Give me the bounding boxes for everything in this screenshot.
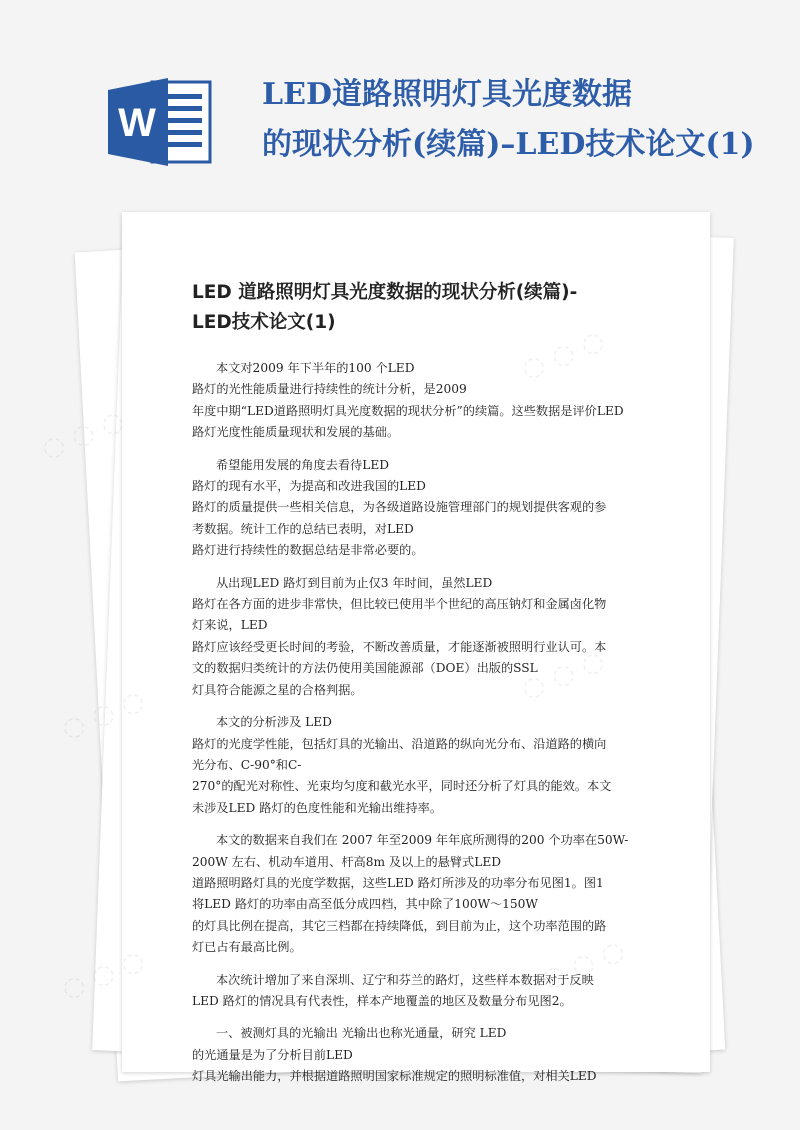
paragraph-line: 从出现LED 路灯到目前为止仅3 年时间，虽然LED bbox=[216, 575, 493, 590]
document-title-line-2: LED技术论文(1) bbox=[192, 312, 336, 333]
paragraph-line: 本文的数据来自我们在 2007 年至2009 年年底所测得的200 个功率在50W- bbox=[216, 833, 629, 848]
paragraph-line: 希望能用发展的角度去看待LED bbox=[216, 457, 390, 472]
watermark-pattern: ◌ ◌ ◌ bbox=[37, 404, 129, 466]
paragraph-line: 年度中期“LED道路照明灯具光度数据的现状分析”的续篇。这些数据是评价LED bbox=[192, 403, 624, 418]
paragraph-line: 本次统计增加了来自深圳、辽宁和芬兰的路灯，这些样本数据对于反映 bbox=[216, 972, 594, 987]
paragraph-line: 灯来说，LED bbox=[192, 618, 268, 633]
document-page bbox=[122, 212, 710, 1084]
paragraph-line: 路灯光度性能质量现状和发展的基础。 bbox=[192, 425, 400, 440]
paragraph-line: LED 路灯的情况具有代表性，样本产地覆盖的地区及数量分布见图2。 bbox=[192, 993, 572, 1008]
paragraph-line: 灯具符合能源之星的合格判据。 bbox=[192, 682, 363, 697]
paragraph-line: 路灯的现有水平，为提高和改进我国的LED bbox=[192, 479, 426, 494]
svg-text:W: W bbox=[118, 101, 156, 145]
paragraph-line: 路灯的质量提供一些相关信息，为各级道路设施管理部门的规划提供客观的参 bbox=[192, 500, 607, 515]
paragraph bbox=[192, 712, 632, 819]
paragraph-line: 本文对2009 年下半年的100 个LED bbox=[216, 361, 415, 375]
paragraph-line: 考数据。统计工作的总结已表明，对LED bbox=[192, 521, 414, 536]
paragraph bbox=[192, 970, 632, 1013]
paragraph bbox=[192, 358, 632, 444]
document-title bbox=[192, 278, 662, 338]
paragraph-line: 灯已占有最高比例。 bbox=[192, 940, 302, 955]
paragraph-line: 路灯在各方面的进步非常快，但比较已使用半个世纪的高压钠灯和金属卤化物 bbox=[192, 597, 607, 612]
paragraph-line: 光分布、C-90°和C- bbox=[192, 757, 302, 772]
paragraph-line: 一、被测灯具的光输出 光输出也称光通量，研究 LED bbox=[216, 1026, 507, 1041]
paragraph-line: 路灯进行持续性的数据总结是非常必要的。 bbox=[192, 543, 424, 558]
watermark-pattern: ◌ bbox=[57, 968, 90, 1006]
page-title-line-2: 的现状分析(续篇)–LED技术论文(1) bbox=[262, 127, 755, 162]
paragraph-line: 文的数据归类统计的方法仍使用美国能源部（DOE）出版的SSL bbox=[192, 661, 538, 676]
paragraph-line: 路灯的光度学性能，包括灯具的光输出、沿道路的纵向光分布、沿道路的横向 bbox=[192, 736, 607, 751]
paragraph-line: 本文的分析涉及 LED bbox=[216, 715, 332, 730]
paragraph-line: 将LED 路灯的功率由高至低分成四档，其中除了100W～150W bbox=[192, 897, 538, 912]
paragraph bbox=[192, 830, 632, 958]
page-title bbox=[262, 70, 782, 170]
paragraph bbox=[192, 573, 632, 701]
document-title-line-1: LED 道路照明灯具光度数据的现状分析(续篇)- bbox=[192, 282, 578, 303]
paragraph bbox=[192, 455, 632, 562]
paragraph-line: 270°的配光对称性、光束均匀度和截光水平，同时还分析了灯具的能效。本文 bbox=[192, 779, 612, 794]
paragraph-line: 路灯的光性能质量进行持续性的统计分析，是2009 bbox=[192, 382, 467, 397]
watermark-pattern: ◌ bbox=[57, 708, 90, 746]
paragraph-line: 灯具光输出能力，并根据道路照明国家标准规定的照明标准值，对相关LED bbox=[192, 1069, 597, 1084]
paragraph-line: 道路照明路灯具的光度学数据，这些LED 路灯所涉及的功率分布见图1。图1 bbox=[192, 875, 604, 890]
paragraph-line: 的灯具比例在提高，其它三档都在持续降低，到目前为止，这个功率范围的路 bbox=[192, 918, 607, 933]
document-body bbox=[192, 358, 632, 1099]
page-title-line-1: LED道路照明灯具光度数据 bbox=[262, 77, 632, 112]
paragraph-line: 200W 左右、机动车道用、杆高8m 及以上的悬臂式LED bbox=[192, 854, 501, 869]
paragraph-line: 路灯应该经受更长时间的考验，不断改善质量，才能逐渐被照明行业认可。本 bbox=[192, 639, 607, 654]
paragraph-line: 的光通量是为了分析目前LED bbox=[192, 1047, 353, 1062]
paragraph-line: 未涉及LED 路灯的色度性能和光输出维持率。 bbox=[192, 800, 443, 815]
paragraph bbox=[192, 1023, 632, 1087]
word-document-icon bbox=[108, 78, 212, 166]
